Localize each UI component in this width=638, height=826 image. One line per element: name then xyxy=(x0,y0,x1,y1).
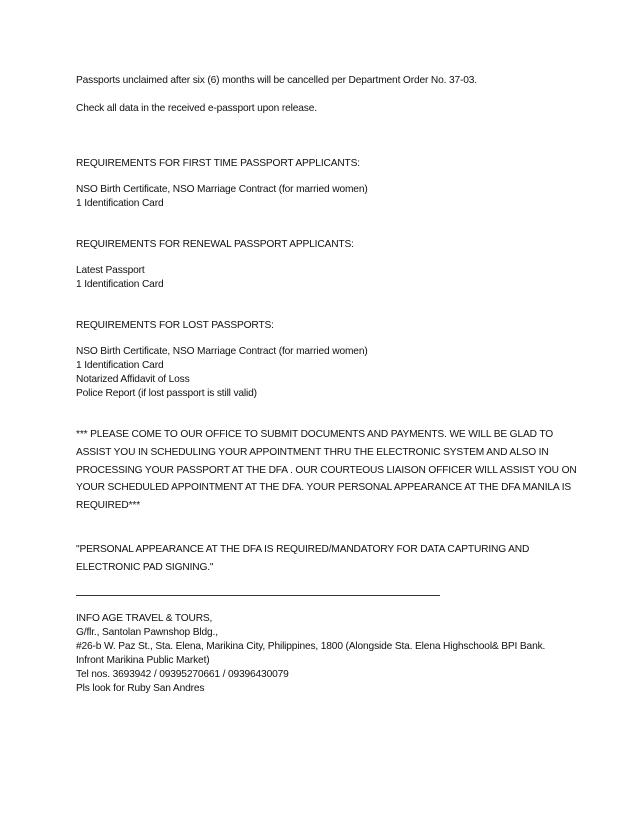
renewal-item: 1 Identification Card xyxy=(76,279,164,290)
lost-heading: REQUIREMENTS FOR LOST PASSPORTS: xyxy=(76,320,274,331)
contact-line: Infront Marikina Public Market) xyxy=(76,655,210,666)
renewal-heading: REQUIREMENTS FOR RENEWAL PASSPORT APPLICANTS: xyxy=(76,239,354,250)
office-notice-line: *** PLEASE COME TO OUR OFFICE TO SUBMIT DOCUMENTS AND PAYMENTS. WE WILL BE GLAD TO xyxy=(76,429,553,440)
lost-item: Notarized Affidavit of Loss xyxy=(76,374,190,385)
contact-line: #26-b W. Paz St., Sta. Elena, Marikina City, Philippines, 1800 (Alongside Sta. Elena Highschool& BPI Bank. xyxy=(76,641,546,652)
contact-line: INFO AGE TRAVEL & TOURS, xyxy=(76,613,213,624)
contact-line: Pls look for Ruby San Andres xyxy=(76,683,205,694)
first-time-item: 1 Identification Card xyxy=(76,198,164,209)
first-time-item: NSO Birth Certificate, NSO Marriage Contract (for married women) xyxy=(76,184,368,195)
separator-line xyxy=(76,595,440,596)
contact-line: Tel nos. 3693942 / 09395270661 / 09396430079 xyxy=(76,669,289,680)
appearance-notice-line: ELECTRONIC PAD SIGNING." xyxy=(76,562,214,573)
office-notice-line: YOUR SCHEDULED APPOINTMENT AT THE DFA. YOUR PERSONAL APPEARANCE AT THE DFA MANILA IS xyxy=(76,482,572,493)
contact-line: G/flr., Santolan Pawnshop Bldg., xyxy=(76,627,218,638)
office-notice-line: REQUIRED*** xyxy=(76,500,141,511)
appearance-notice-line: "PERSONAL APPEARANCE AT THE DFA IS REQUIRED/MANDATORY FOR DATA CAPTURING AND xyxy=(76,544,530,555)
lost-item: Police Report (if lost passport is still valid) xyxy=(76,388,257,399)
renewal-item: Latest Passport xyxy=(76,265,145,276)
office-notice-line: PROCESSING YOUR PASSPORT AT THE DFA . OUR COURTEOUS LIAISON OFFICER WILL ASSIST YOU ON xyxy=(76,465,577,476)
lost-item: NSO Birth Certificate, NSO Marriage Contract (for married women) xyxy=(76,346,368,357)
check-data-note: Check all data in the received e-passport upon release. xyxy=(76,103,317,114)
unclaimed-note: Passports unclaimed after six (6) months will be cancelled per Department Order No. 37-03. xyxy=(76,75,477,86)
lost-item: 1 Identification Card xyxy=(76,360,164,371)
first-time-heading: REQUIREMENTS FOR FIRST TIME PASSPORT APPLICANTS: xyxy=(76,158,360,169)
office-notice-line: ASSIST YOU IN SCHEDULING YOUR APPOINTMENT THRU THE ELECTRONIC SYSTEM AND ALSO IN xyxy=(76,447,549,458)
